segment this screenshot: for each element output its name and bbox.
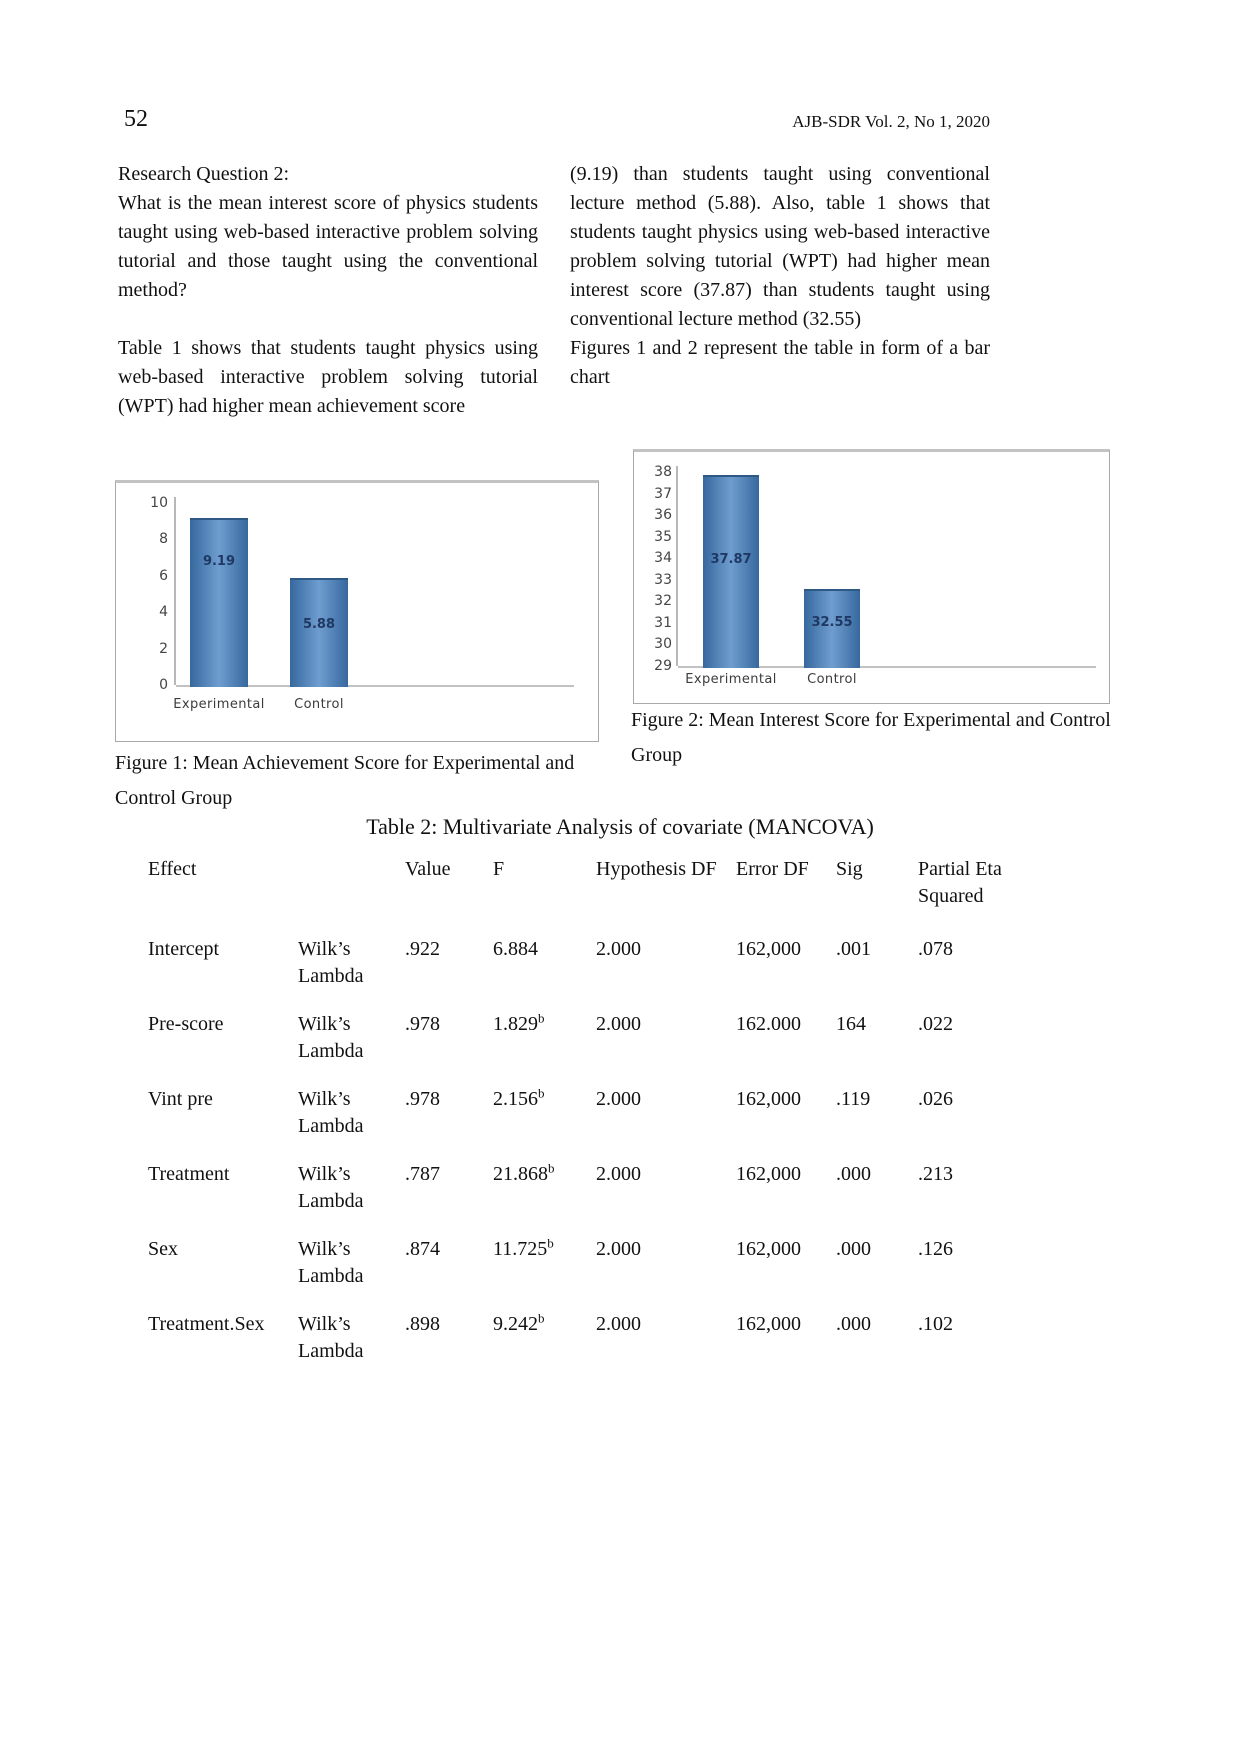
- table-cell: 2.000: [596, 1163, 641, 1185]
- table-row: [148, 936, 1048, 1011]
- table-row: [148, 1161, 1048, 1236]
- table-2-title: Table 2: Multivariate Analysis of covariate (MANCOVA): [366, 814, 874, 839]
- left-paragraph-2: Table 1 shows that students taught physics using web-based interactive problem solving tutorial (WPT) had higher mean achievement score: [118, 337, 538, 417]
- y-tick-label: 38: [654, 464, 672, 480]
- table-cell: Wilk’s Lambda: [298, 1013, 364, 1062]
- table-cell: 2.000: [596, 938, 641, 960]
- table-2-mancova: [148, 856, 1048, 1386]
- table-cell: .119: [836, 1088, 871, 1110]
- table-cell: Treatment: [148, 1163, 230, 1185]
- table-2-header-cell: [298, 856, 405, 936]
- y-tick-label: 37: [654, 485, 672, 502]
- x-category-label: Control: [294, 697, 344, 712]
- table-cell: Wilk’s Lambda: [298, 1313, 364, 1362]
- table-cell: Sex: [148, 1238, 178, 1260]
- y-axis-line: [676, 466, 678, 666]
- right-paragraph-1: (9.19) than students taught using conventional lecture method (5.88). Also, table 1 shows that students taught physics using web-based interactive problem solving tutorial (WPT) had higher mean interest score (37.87) than students taught using conventional lecture method (32.55): [570, 163, 990, 330]
- bar-experimental: [190, 518, 248, 687]
- table-cell: 2.000: [596, 1238, 641, 1260]
- table-cell: 162,000: [736, 1163, 801, 1185]
- table-2-header-cell: Value: [405, 858, 451, 880]
- y-tick-label: 30: [654, 636, 672, 653]
- bar-control: [290, 578, 348, 687]
- bar-value-label: 9.19: [202, 553, 236, 569]
- x-category-label: Experimental: [685, 672, 777, 687]
- table-row: [148, 1236, 1048, 1311]
- journal-header: AJB-SDR Vol. 2, No 1, 2020: [792, 112, 990, 131]
- right-column: [570, 160, 990, 392]
- table-row: [148, 1311, 1048, 1386]
- figure-1-caption: Figure 1: Mean Achievement Score for Experimental and Control Group: [115, 752, 575, 809]
- x-category-label: Control: [807, 672, 857, 687]
- figure-1-bar-chart: [115, 480, 599, 742]
- table-cell: Wilk’s Lambda: [298, 1163, 364, 1212]
- table-2-header-cell: Error DF: [736, 858, 809, 880]
- y-tick-label: 33: [654, 571, 672, 588]
- bar-value-label: 37.87: [710, 551, 752, 567]
- table-cell: Wilk’s Lambda: [298, 1088, 364, 1137]
- y-tick-label: 34: [654, 550, 672, 567]
- table-2-header-cell: Effect: [148, 858, 197, 880]
- y-tick-label: 8: [159, 531, 168, 548]
- table-cell: 2.000: [596, 1013, 641, 1035]
- table-cell: .898: [405, 1313, 440, 1335]
- table-cell: .001: [836, 938, 871, 960]
- table-cell: 6.884: [493, 938, 538, 960]
- table-cell: .213: [918, 1163, 953, 1185]
- x-category-label: Experimental: [173, 697, 265, 712]
- y-tick-label: 6: [159, 567, 168, 584]
- table-cell: 2.000: [596, 1088, 641, 1110]
- table-cell: 162,000: [736, 1238, 801, 1260]
- table-2-header-cell: Sig: [836, 858, 863, 880]
- table-cell: 11.725$^b$: [493, 1235, 554, 1260]
- table-cell: .787: [405, 1163, 440, 1185]
- table-cell: 9.242$^b$: [493, 1310, 545, 1335]
- table-cell: 162,000: [736, 1313, 801, 1335]
- table-row: [148, 1011, 1048, 1086]
- table-cell: 162,000: [736, 938, 801, 960]
- table-cell: 21.868$^b$: [493, 1160, 555, 1185]
- research-question-heading: Research Question 2:: [118, 163, 290, 185]
- table-cell: .000: [836, 1238, 871, 1260]
- table-2-header-cell: Partial Eta Squared: [918, 858, 1002, 907]
- table-cell: .102: [918, 1313, 953, 1335]
- table-cell: 162.000: [736, 1013, 801, 1035]
- y-tick-label: 31: [654, 614, 672, 631]
- table-cell: 2.000: [596, 1313, 641, 1335]
- table-cell: 164: [836, 1013, 866, 1035]
- y-tick-label: 10: [150, 495, 168, 511]
- y-tick-label: 0: [159, 677, 168, 693]
- bar-experimental: [703, 475, 759, 668]
- y-tick-label: 36: [654, 507, 672, 524]
- bar-value-label: 32.55: [811, 614, 853, 630]
- table-cell: .026: [918, 1088, 953, 1110]
- table-cell: .022: [918, 1013, 953, 1035]
- table-cell: .922: [405, 938, 440, 960]
- table-cell: .000: [836, 1163, 871, 1185]
- table-cell: Treatment.Sex: [148, 1313, 265, 1335]
- left-column: [118, 160, 538, 421]
- table-cell: Pre-score: [148, 1013, 224, 1035]
- table-cell: 1.829$^b$: [493, 1010, 545, 1035]
- table-cell: Vint pre: [148, 1088, 213, 1110]
- y-tick-label: 2: [159, 640, 168, 657]
- research-question-text: What is the mean interest score of physics students taught using web-based interactive problem solving tutorial and those taught using the conventional method?: [118, 192, 538, 301]
- table-2-header-cell: F: [493, 858, 505, 880]
- right-paragraph-2: Figures 1 and 2 represent the table in form of a bar chart: [570, 337, 990, 388]
- y-tick-label: 4: [159, 604, 168, 621]
- table-cell: .978: [405, 1013, 440, 1035]
- table-cell: .978: [405, 1088, 440, 1110]
- table-cell: 162,000: [736, 1088, 801, 1110]
- table-cell: .874: [405, 1238, 440, 1260]
- table-cell: .000: [836, 1313, 871, 1335]
- y-tick-label: 35: [654, 528, 672, 545]
- y-axis-line: [174, 497, 176, 685]
- figure-2-bar-chart: [633, 449, 1110, 704]
- figure-2-caption: Figure 2: Mean Interest Score for Experimental and Control Group: [631, 709, 1111, 766]
- table-cell: .078: [918, 938, 953, 960]
- table-cell: .126: [918, 1238, 953, 1260]
- table-2-header-cell: Hypothesis DF: [596, 858, 717, 880]
- page-number: 52: [124, 106, 148, 132]
- table-cell: Wilk’s Lambda: [298, 1238, 364, 1287]
- table-cell: Wilk’s Lambda: [298, 938, 364, 987]
- table-cell: 2.156$^b$: [493, 1085, 545, 1110]
- table-cell: Intercept: [148, 938, 220, 960]
- y-tick-label: 29: [654, 658, 672, 674]
- table-2-header: [148, 856, 1048, 936]
- y-tick-label: 32: [654, 593, 672, 610]
- table-row: [148, 1086, 1048, 1161]
- bar-value-label: 5.88: [302, 617, 336, 633]
